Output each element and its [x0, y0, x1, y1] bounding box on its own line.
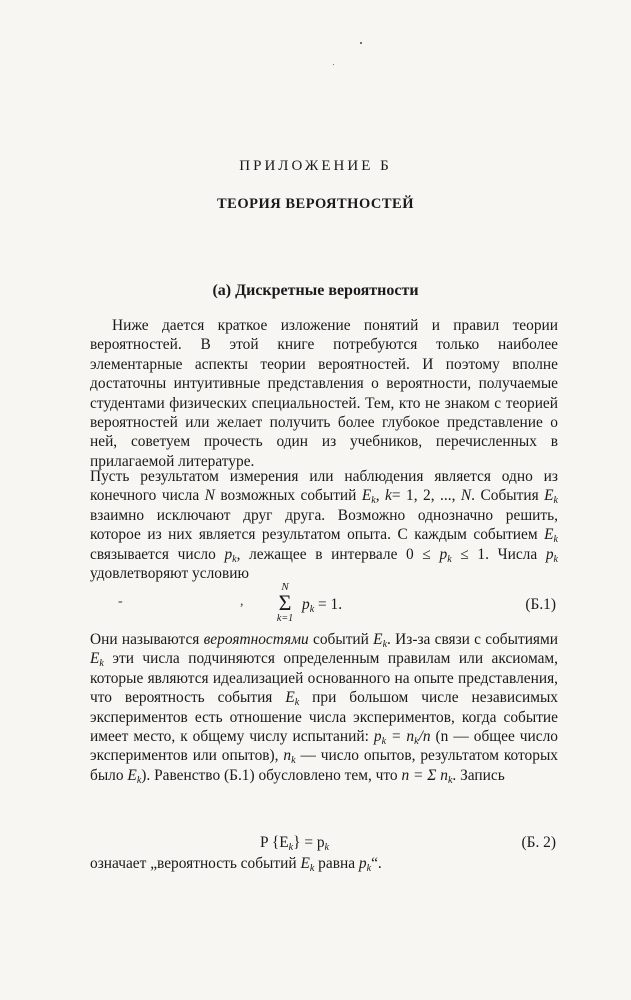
- paragraph-notation: означает „вероятность событий $E_k$ равна $p_k“$.: [90, 855, 382, 874]
- section-title: (а) Дискретные вероятности: [212, 282, 419, 299]
- paragraph-events: Пусть результатом измерения или наблюдения является одно из конечного числа N возможных событий $E_k$, k= 1, 2, ..., N. События $E_k$ взаимно исключают друг друга. Возможно однозначно решить, которое из них является результатом опыта. С каждым событием $E_k$ связывается число $p_k$, лежащее в интервале $0 \le p_k \le 1$. Числа $p_k$ удовлетворяют условию: [90, 468, 558, 583]
- print-mark: -: [118, 594, 123, 609]
- paragraph-probabilities: Они называются вероятностями событий $E_k$. Из-за связи с событиями $E_k$ эти числа подчиняются определенным правилам или аксиомам, которые являются идеализацией основанного на опыте представления, что вероятность события $E_k$ при большом числе независимых экспериментов есть отношение числа экспериментов, когда событие имеет место, к общему числу испытаний: $p_k = n_k/n$ (n — общее число экспериментов или опытов), $n_k$ — число опытов, результатом которых было $E_k$). Равенство (Б.1) обусловлено тем, что n = Σ $n_k$. Запись: [90, 631, 558, 786]
- equation-b2-body: P $\{E_k\} = p_k$: [260, 834, 329, 853]
- equation-b1: [90, 582, 558, 626]
- paragraph-intro: Ниже дается краткое изложение понятий и правил теории вероятностей. В этой книге потребуются только наиболее элементарные аспекты теории вероятностей. И поэтому вполне достаточны интуитивные представления о вероятности, получаемые студентами физических специальностей. Тем, кто не знаком с теорией вероятностей или желает получить более глубокое представление о ней, советуем прочесть один из учебников, перечисленных в прилагаемой литературе.: [90, 317, 558, 470]
- sum-sign: Σ: [278, 590, 292, 615]
- sum-upper-limit: N: [281, 581, 289, 593]
- equation-b2: [90, 832, 558, 856]
- equation-b1-number: (Б.1): [525, 596, 556, 613]
- print-mark: ,: [240, 594, 244, 609]
- print-speck: [333, 64, 334, 65]
- appendix-title: ПРИЛОЖЕНИЕ Б: [239, 158, 392, 174]
- sum-lower-limit: k=1: [276, 613, 294, 624]
- main-title: ТЕОРИЯ ВЕРОЯТНОСТЕЙ: [217, 196, 414, 212]
- equation-b1-body: $p_k = 1$.: [302, 596, 343, 615]
- equation-b2-number: (Б. 2): [521, 834, 556, 851]
- summation: [270, 582, 300, 624]
- print-speck: [360, 42, 362, 44]
